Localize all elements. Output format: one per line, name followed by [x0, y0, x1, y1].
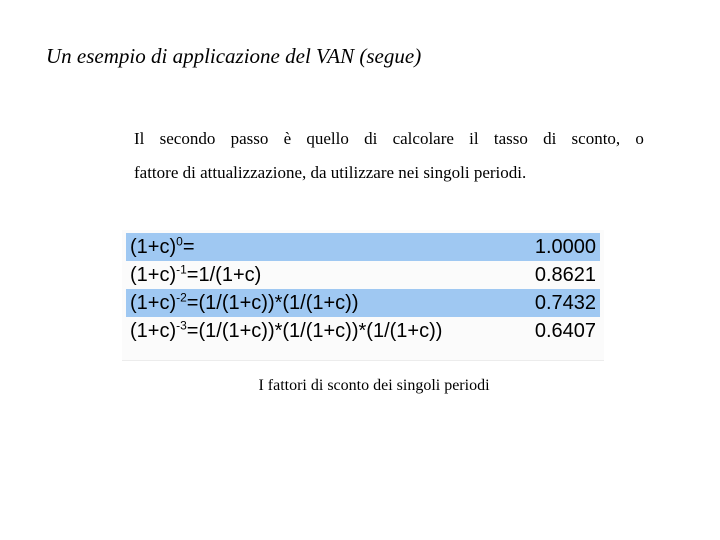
- table-caption: [0, 377, 720, 395]
- discount-factor-value: 0.7432: [516, 289, 600, 317]
- paragraph-word: Il: [134, 129, 145, 148]
- discount-factor-value: 1.0000: [516, 233, 600, 261]
- discount-factor-value: 0.6407: [534, 320, 596, 342]
- paragraph-word: secondo: [159, 129, 216, 148]
- formula-cell: [126, 289, 516, 317]
- paragraph-word: o: [635, 129, 644, 148]
- formula-base: (1+c): [130, 320, 177, 342]
- paragraph-word: quello: [306, 129, 349, 148]
- table-row: [126, 317, 600, 345]
- intro-paragraph: [134, 122, 644, 190]
- formula-cell: [126, 261, 516, 289]
- table-row: [126, 233, 600, 261]
- paragraph-word: passo: [230, 129, 269, 148]
- formula-rest: =(1/(1+c))*(1/(1+c)): [186, 292, 359, 314]
- paragraph-line-2: fattore di attualizzazione, da utilizzare nei singoli periodi.: [134, 163, 527, 182]
- formula-exponent: -1: [176, 262, 187, 277]
- paragraph-word: sconto,: [571, 129, 621, 148]
- formula-exponent: -2: [176, 290, 187, 305]
- table-row: [126, 261, 600, 289]
- formula-base: (1+c): [130, 292, 177, 314]
- formula-exponent: -3: [176, 318, 187, 333]
- formula-cell: [126, 317, 516, 345]
- paragraph-word: tasso: [493, 129, 528, 148]
- paragraph-word: è: [283, 129, 292, 148]
- paragraph-word: calcolare: [392, 129, 454, 148]
- discount-factor-table-image: [122, 230, 604, 361]
- paragraph-word: di: [364, 129, 378, 148]
- discount-factor-value: 0.8621: [534, 264, 596, 286]
- paragraph-word: il: [469, 129, 479, 148]
- table-caption-text: I fattori di sconto dei singoli periodi: [258, 377, 490, 394]
- formula-rest: =: [182, 236, 195, 258]
- table-row: [126, 289, 600, 317]
- formula-base: (1+c): [130, 264, 177, 286]
- slide-title: Un esempio di applicazione del VAN (segue): [46, 44, 422, 68]
- discount-factor-table: [126, 233, 600, 345]
- formula-base: (1+c): [130, 236, 177, 258]
- formula-rest: =1/(1+c): [186, 264, 262, 286]
- formula-rest: =(1/(1+c))*(1/(1+c))*(1/(1+c)): [186, 320, 443, 342]
- formula-cell: [126, 233, 516, 261]
- paragraph-word: di: [543, 129, 557, 148]
- formula-exponent: 0: [176, 234, 183, 249]
- paragraph-line-1: [134, 122, 644, 156]
